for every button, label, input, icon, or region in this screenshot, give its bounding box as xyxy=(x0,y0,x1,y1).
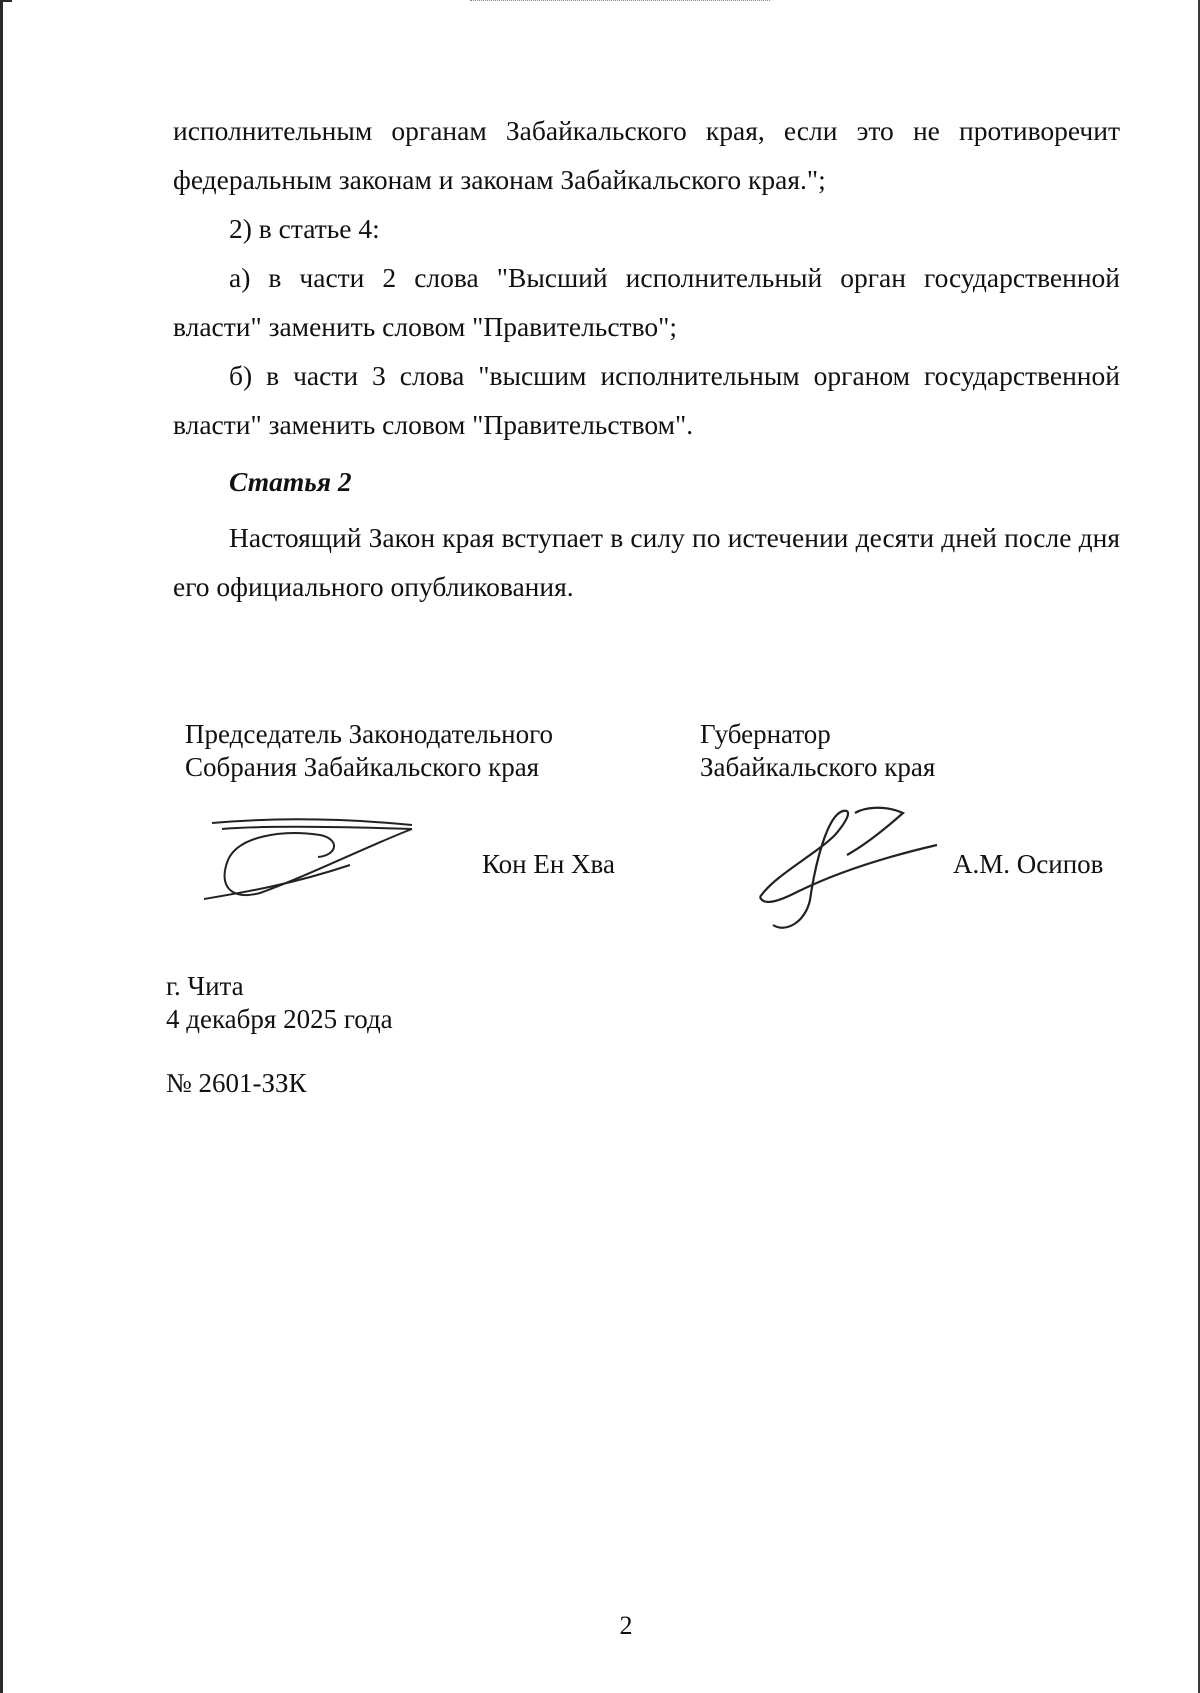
article-paragraph: Настоящий Закон края вступает в силу по истечении десяти дней после дня его официального опубликования. xyxy=(173,522,1120,602)
signatory-title-line: Забайкальского края xyxy=(700,752,936,782)
paragraph-continuation: исполнительным органам Забайкальского края, если это не противоречит федеральным законам и законам Забайкальского края."; xyxy=(173,115,1120,195)
signatory-name-left: Кон Ен Хва xyxy=(482,849,615,879)
article-body xyxy=(173,513,1120,611)
scan-noise xyxy=(470,0,770,5)
place-and-date xyxy=(166,970,393,1036)
signatory-title-line: Председатель Законодательного xyxy=(185,719,554,749)
signatory-title-left xyxy=(185,718,553,784)
signatory-title-line: Губернатор xyxy=(700,719,831,749)
document-number: № 2601-ЗЗК xyxy=(166,1068,307,1098)
signatory-title-line: Собрания Забайкальского края xyxy=(185,752,540,782)
signature-left xyxy=(200,815,420,905)
signature-right xyxy=(755,805,945,935)
signatory-title-right xyxy=(700,718,935,784)
scan-corner xyxy=(0,0,12,2)
paragraph-item-b: б) в части 3 слова "высшим исполнительным органом государственной власти" заменить словом "Правительством". xyxy=(173,360,1120,440)
page-number: 2 xyxy=(619,1611,633,1640)
signatory-name-right: А.М. Осипов xyxy=(953,849,1104,879)
paragraph-item-2: 2) в статье 4: xyxy=(229,213,380,244)
paragraph-item-a: а) в части 2 слова "Высший исполнительный орган государственной власти" заменить словом "Правительство"; xyxy=(173,262,1120,342)
city: г. Чита xyxy=(166,971,244,1001)
document-body xyxy=(173,106,1120,449)
date: 4 декабря 2025 года xyxy=(166,1004,393,1034)
scan-edge xyxy=(0,0,3,1693)
article-heading: Статья 2 xyxy=(229,466,352,497)
